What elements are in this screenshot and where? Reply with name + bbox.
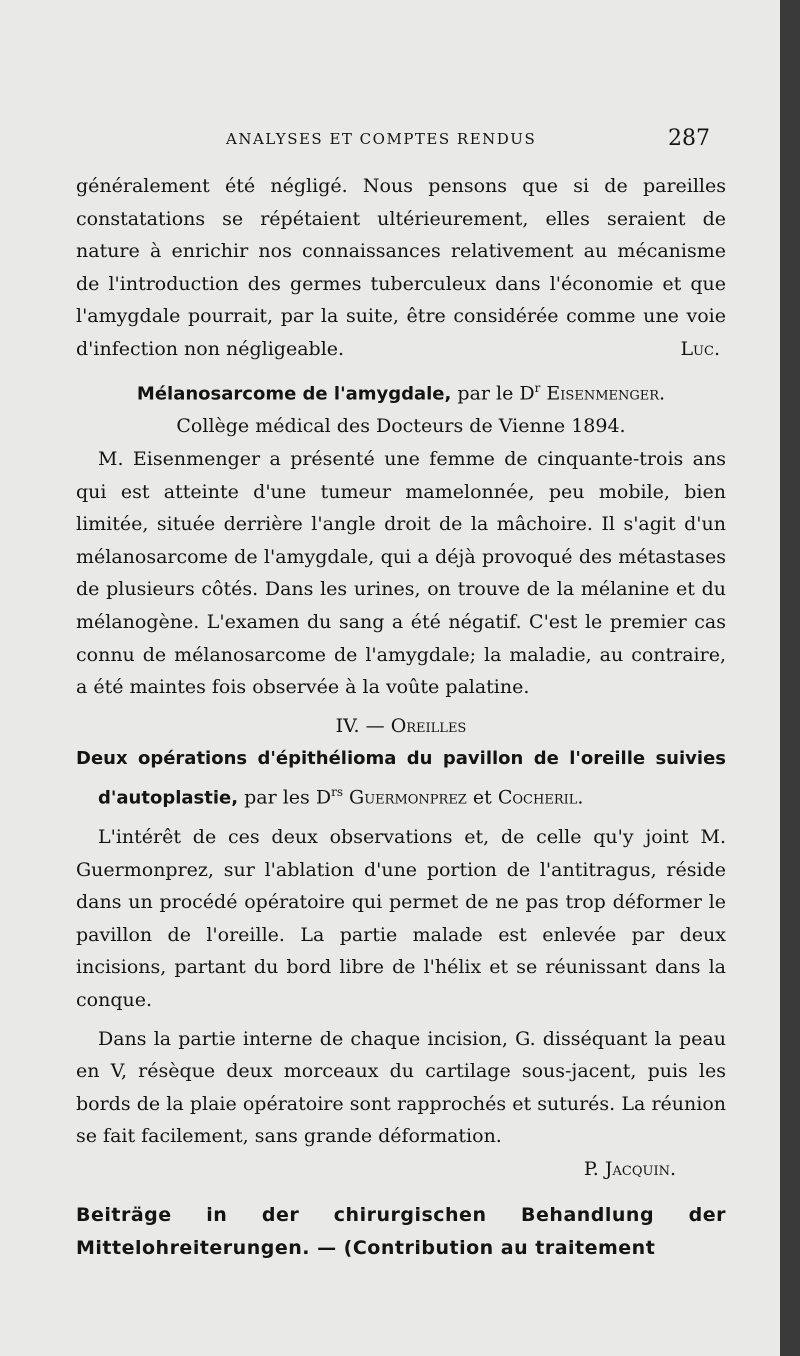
byline-sup: r [534,380,541,395]
byline-prefix: par les D [244,786,332,809]
byline-prefix: par le D [457,381,535,404]
section-heading [76,710,726,743]
signature-jacquin: P. Jacquin. [583,1157,676,1180]
section-title: Oreilles [390,714,467,737]
article-melanosarcome-heading [76,372,726,411]
byline-sup: rs [331,785,343,800]
author-name: Eisenmenger. [546,381,666,404]
article-beitrage-heading [76,1199,726,1264]
page-header [76,128,710,156]
continuation-paragraph: généralement été négligé. Nous pensons que si de pareilles constatations se répétaient ultérieurement, elles seraient de nature à enrichir nos connaissances relativement au mécanisme de l'introduction des germes tuberculeux dans l'économie et que l'amygdale pourrait, par la suite, être considérée comme une voie d'infection non négligeable. [76,175,726,360]
article-paragraph: L'intérêt de ces deux observations et, de celle qu'y joint M. Guermonprez, sur l'ablation d'une portion de l'antitragus, réside dans un procédé opératoire qui permet de ne pas trop déformer le pavillon de l'oreille. La partie malade est enlevée par deux incisions, partant du bord libre de l'hélix et se réunissant dans la conque. [76,825,726,1011]
article-paragraph: Dans la partie interne de chaque incision, G. disséquant la peau en V, résèque deux morceaux du cartilage sous-jacent, puis les bords de la plaie opératoire sont rapprochés et suturés. La réunion se fait facilement, sans grande déformation. [76,1027,726,1148]
page-number: 287 [668,126,710,151]
section-number: IV. — [335,714,385,737]
article-oreille-heading [76,742,726,815]
article-source: Collège médical des Docteurs de Vienne 1894. [176,415,626,438]
signature-luc: Luc. [680,337,720,360]
conjunction: et [472,786,492,809]
article-body: M. Eisenmenger a présenté une femme de cinquante-trois ans qui est atteinte d'une tumeur mamelonnée, peu mobile, bien limitée, située derrière l'angle droit de la mâchoire. Il s'agit d'un mélanosarcome de l'amygdale, qui a déjà provoqué des métastases de plusieurs côtés. Dans les urines, on trouve de la mélanine et du mélanogène. L'examen du sang a été négatif. C'est le premier cas connu de mélanosarcome de l'amygdale; la maladie, au contraire, a été maintes fois observée à la voûte palatine. [76,448,726,699]
article-title: Beiträge in der chirurgischen Behandlung der Mittelohreiterungen. — (Contribution au traitement [76,1204,726,1260]
author-name: Cocheril. [497,786,584,809]
article-title: Mélanosarcome de l'amygdale, [136,382,452,404]
running-head: ANALYSES ET COMPTES RENDUS [226,130,537,148]
page-body [76,170,726,1265]
article-title: Deux opérations d'épithélioma du pavillon de l'oreille suivies d'autoplastie, [76,748,726,809]
author-name: Guermonprez [349,786,467,809]
